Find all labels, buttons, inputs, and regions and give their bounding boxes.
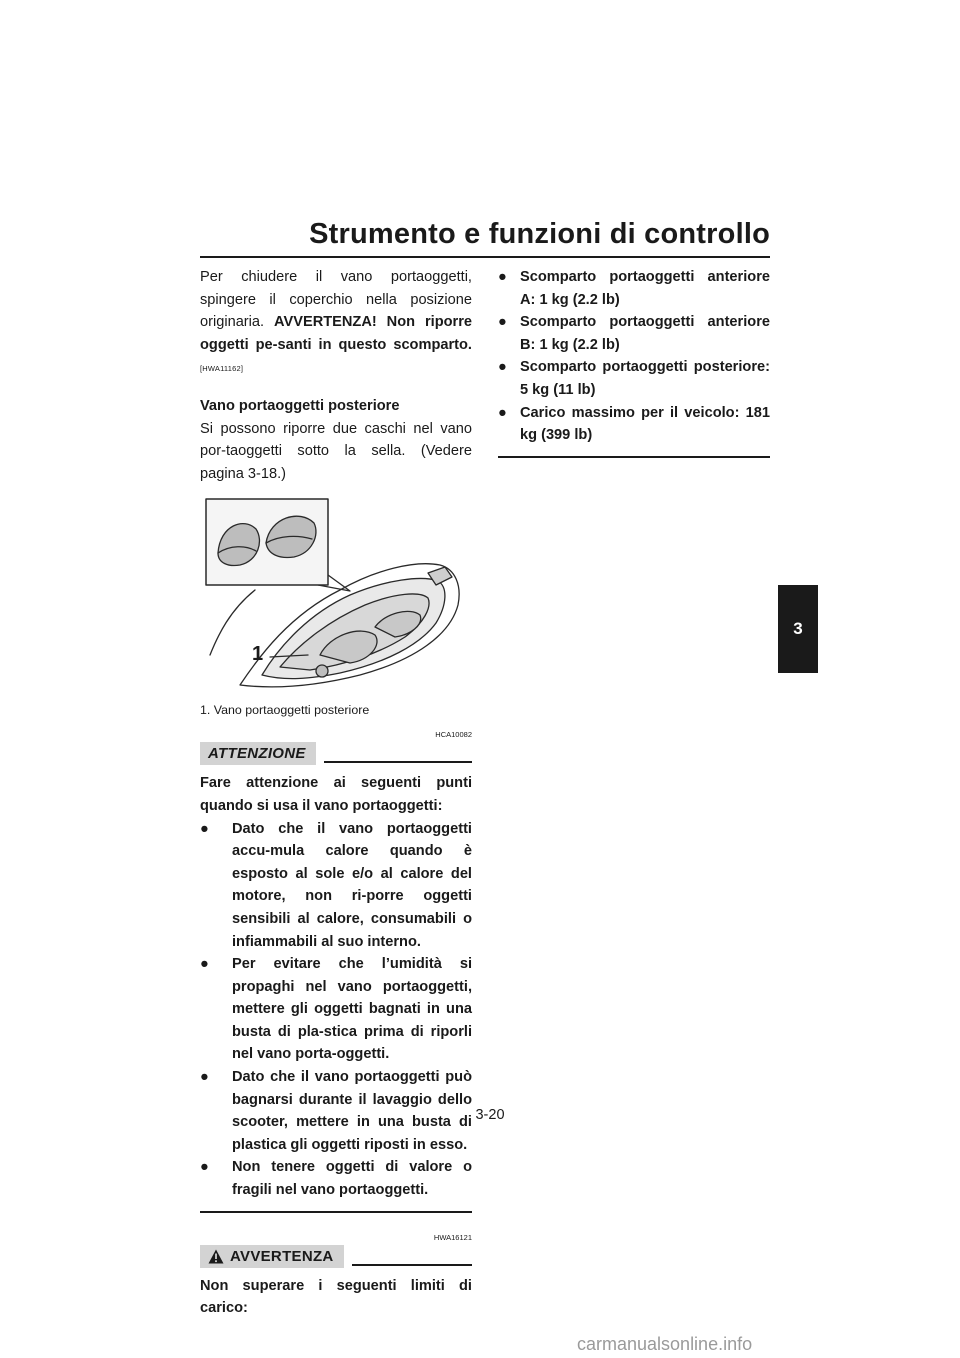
list-item: ● Per evitare che l’umidità si propaghi nel vano portaoggetti, mettere gli oggetti bagnati in una busta di pla-stica prima di riporli nel vano porta-oggetti.	[200, 953, 472, 1066]
section-title: Vano portaoggetti posteriore	[200, 397, 400, 414]
figure-callout-1: 1	[252, 643, 264, 666]
right-column	[498, 266, 770, 458]
header-rule	[200, 256, 770, 258]
attention-header	[200, 742, 472, 765]
page-number: 3-20	[475, 1107, 505, 1123]
bullet-icon: ●	[498, 314, 507, 331]
intro-paragraph	[200, 266, 472, 381]
list-item: ● Carico massimo per il veicolo: 181 kg (399 lb)	[498, 402, 770, 447]
bullet-icon: ●	[498, 359, 507, 376]
load-limits-list	[498, 266, 770, 447]
warning-triangle-icon	[208, 1249, 224, 1264]
attention-intro: Fare attenzione ai seguenti punti quando si usa il vano portaoggetti:	[200, 775, 472, 814]
bullet-icon: ●	[200, 1159, 209, 1176]
figure-caption: 1. Vano portaoggetti posteriore	[200, 703, 370, 718]
warning-bottom-line	[498, 456, 770, 458]
warning-label-box	[200, 1245, 344, 1268]
attention-bottom-line	[200, 1211, 472, 1213]
bullet-icon: ●	[200, 820, 209, 837]
list-item: ● Scomparto portaoggetti anteriore A: 1 kg (2.2 lb)	[498, 266, 770, 311]
warning-header-line	[352, 1264, 472, 1266]
inline-warning-code: [HWA11162]	[200, 364, 244, 374]
bullet-icon: ●	[200, 1069, 209, 1086]
list-item: ● Dato che il vano portaoggetti accu-mula calore quando è esposto al sole e/o al calore del motore, non ri-porre oggetti sensibili al calore, consumabili o infiammabili al suo interno.	[200, 818, 472, 954]
chapter-tab[interactable]: 3	[778, 585, 818, 673]
bullet-icon: ●	[200, 956, 209, 973]
warning-box-code: HWA16121	[433, 1232, 472, 1242]
intro-text: Per chiudere il vano portaoggetti, spingere il coperchio nella posizione originaria.	[200, 269, 472, 331]
attention-list	[200, 818, 472, 1202]
list-item: ● Scomparto portaoggetti anteriore B: 1 kg (2.2 lb)	[498, 311, 770, 356]
warning-header	[200, 1245, 472, 1268]
inline-warning: AVVERTENZA! Non riporre oggetti pe-santi in questo scomparto.	[200, 314, 472, 353]
storage-illustration	[200, 495, 472, 700]
warning-label: AVVERTENZA	[230, 1247, 334, 1265]
page-title: Strumento e funzioni di controllo	[309, 218, 770, 250]
warning-text: Non superare i seguenti limiti di carico:	[200, 1277, 472, 1317]
attention-label: ATTENZIONE	[200, 742, 316, 765]
bullet-icon: ●	[498, 404, 507, 421]
attention-header-line	[324, 761, 472, 763]
watermark[interactable]: carmanualsonline.info	[577, 1334, 753, 1354]
list-item: ● Non tenere oggetti di valore o fragili nel vano portaoggetti.	[200, 1156, 472, 1201]
left-column	[200, 266, 472, 1320]
seat-storage-figure	[200, 495, 472, 700]
list-item: ● Dato che il vano portaoggetti può bagnarsi durante il lavaggio dello scooter, mettere in una busta di plastica gli oggetti riposti in esso.	[200, 1066, 472, 1156]
bullet-icon: ●	[498, 269, 507, 285]
attention-code: HCA10082	[435, 730, 472, 740]
section-text: Si possono riporre due caschi nel vano por-taoggetti sotto la sella. (Vedere pagina 3-18.)	[200, 420, 472, 482]
list-item: ● Scomparto portaoggetti posteriore: 5 kg (11 lb)	[498, 356, 770, 401]
